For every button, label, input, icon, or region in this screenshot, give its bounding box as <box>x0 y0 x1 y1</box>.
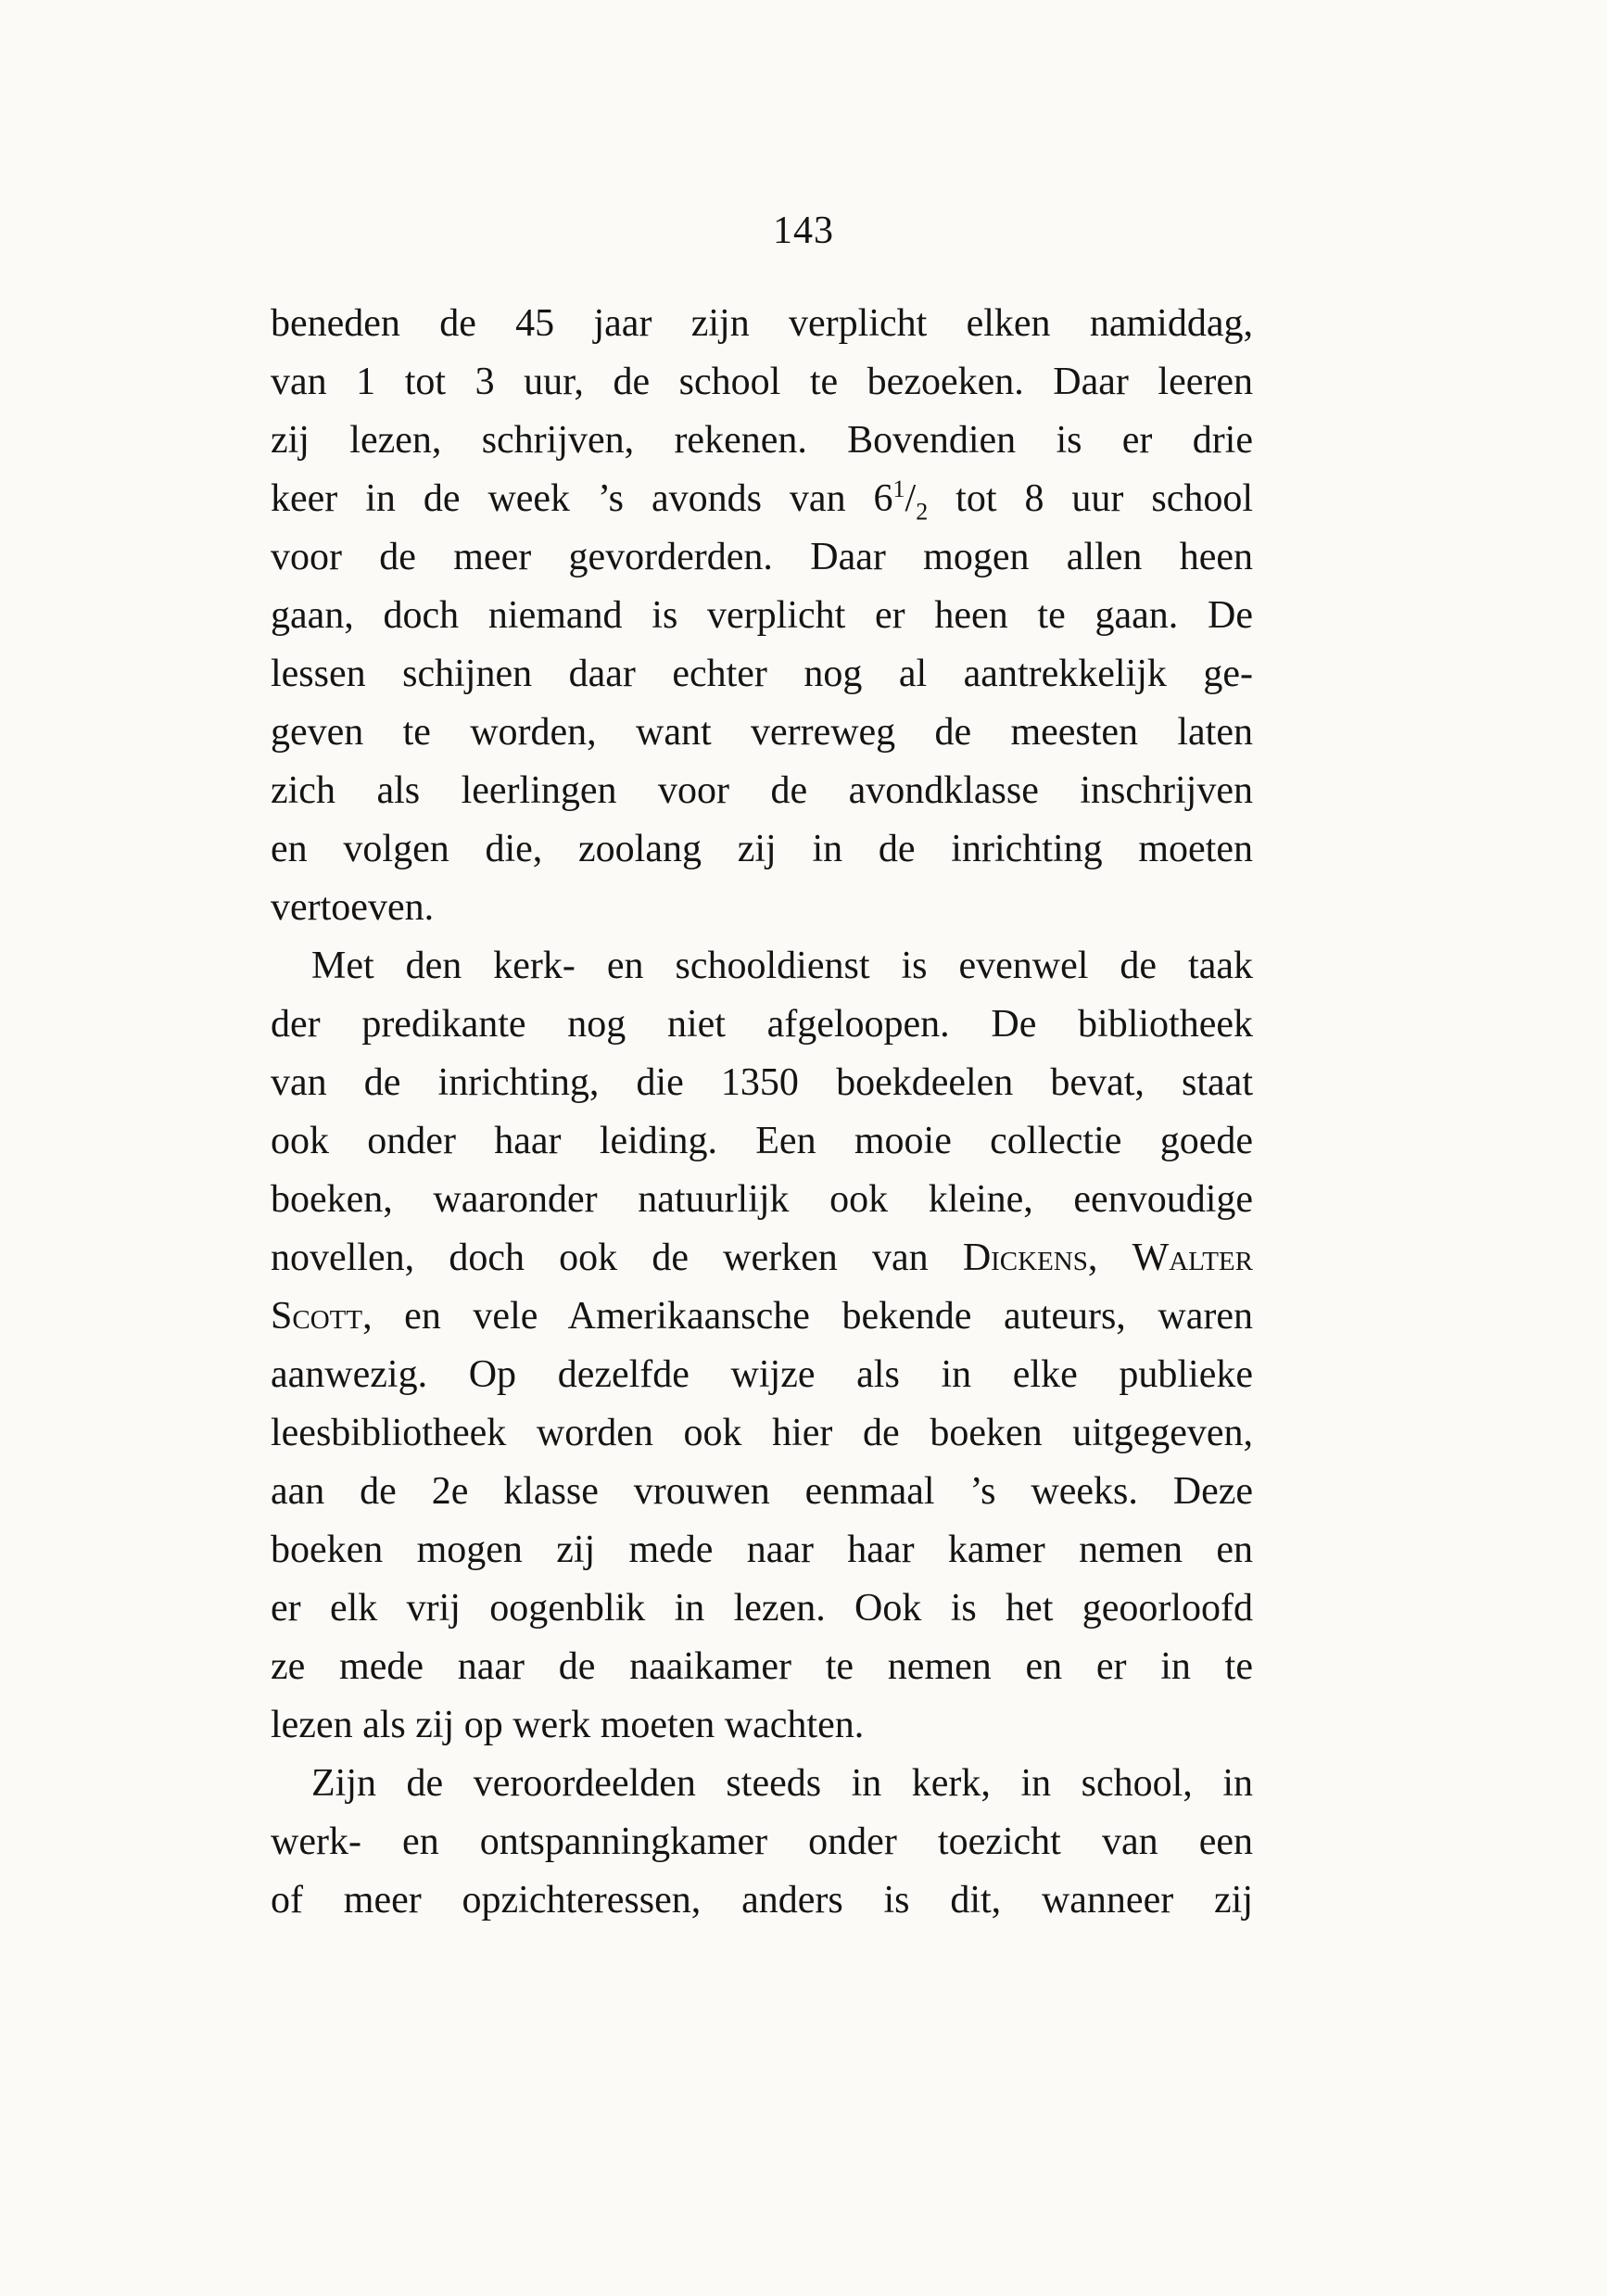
text-line: zij lezen, schrijven, rekenen. Bovendien is er drie <box>271 419 1253 462</box>
text-line: en volgen die, zoolang zij in de inrichting moeten <box>271 828 1253 870</box>
text-line: der predikante nog niet afgeloopen. De bibliotheek <box>271 1003 1253 1046</box>
text-line: leesbibliotheek worden ook hier de boeken uitgegeven, <box>271 1412 1253 1454</box>
text-line <box>271 1229 1253 1288</box>
text-line: aan de 2e klasse vrouwen eenmaal ’s weeks. Deze <box>271 1470 1253 1513</box>
text-fragment: , en vele Amerikaansche bekende auteurs, waren <box>362 1295 1253 1338</box>
text-fragment: , <box>1087 1237 1132 1279</box>
text-line: er elk vrij oogenblik in lezen. Ook is het geoorloofd <box>271 1587 1253 1630</box>
author-name: Scott <box>271 1295 363 1338</box>
body-text <box>271 295 1253 1930</box>
text-line: gaan, doch niemand is verplicht er heen te gaan. De <box>271 594 1253 637</box>
text-line: boeken, waaronder natuurlijk ook kleine, eenvoudige <box>271 1178 1253 1221</box>
text-line: of meer opzichteressen, anders is dit, wanneer zij <box>271 1879 1253 1922</box>
text-line: beneden de 45 jaar zijn verplicht elken namiddag, <box>271 302 1253 345</box>
text-line: voor de meer gevorderden. Daar mogen allen heen <box>271 536 1253 578</box>
text-fragment: keer in de week ’s avonds van 6 <box>271 477 893 520</box>
text-line: werk- en ontspanningkamer onder toezicht van een <box>271 1820 1253 1863</box>
text-line: van 1 tot 3 uur, de school te bezoeken. Daar leeren <box>271 361 1253 403</box>
text-line <box>271 1288 1253 1346</box>
text-line: lezen als zij op werk moeten wachten. <box>271 1704 865 1746</box>
text-line: ze mede naar de naaikamer te nemen en er in te <box>271 1645 1253 1688</box>
page-number: 143 <box>773 209 834 252</box>
text-line: vertoeven. <box>271 886 435 929</box>
author-name: Dickens <box>962 1237 1088 1279</box>
author-name: Walter <box>1132 1237 1253 1279</box>
text-line: boeken mogen zij mede naar haar kamer nemen en <box>271 1529 1253 1571</box>
fraction-numerator: 1 <box>892 476 905 502</box>
fraction-slash: / <box>905 477 917 520</box>
text-fragment: novellen, doch ook de werken van <box>271 1237 963 1279</box>
text-line: aanwezig. Op dezelfde wijze als in elke publieke <box>271 1353 1253 1396</box>
text-line: Zijn de veroordeelden steeds in kerk, in school, in <box>311 1762 1253 1805</box>
text-line: zich als leerlingen voor de avondklasse inschrijven <box>271 769 1253 812</box>
text-line: geven te worden, want verreweg de meesten laten <box>271 711 1253 754</box>
text-line: ook onder haar leiding. Een mooie collectie goede <box>271 1120 1253 1162</box>
text-fragment: tot 8 uur school <box>928 477 1254 520</box>
text-line: lessen schijnen daar echter nog al aantrekkelijk ge- <box>271 653 1253 695</box>
text-line <box>271 470 1253 528</box>
text-line: van de inrichting, die 1350 boekdeelen bevat, staat <box>271 1061 1253 1104</box>
fraction-denominator: 2 <box>916 498 929 526</box>
text-line: Met den kerk- en schooldienst is evenwel de taak <box>311 945 1253 987</box>
